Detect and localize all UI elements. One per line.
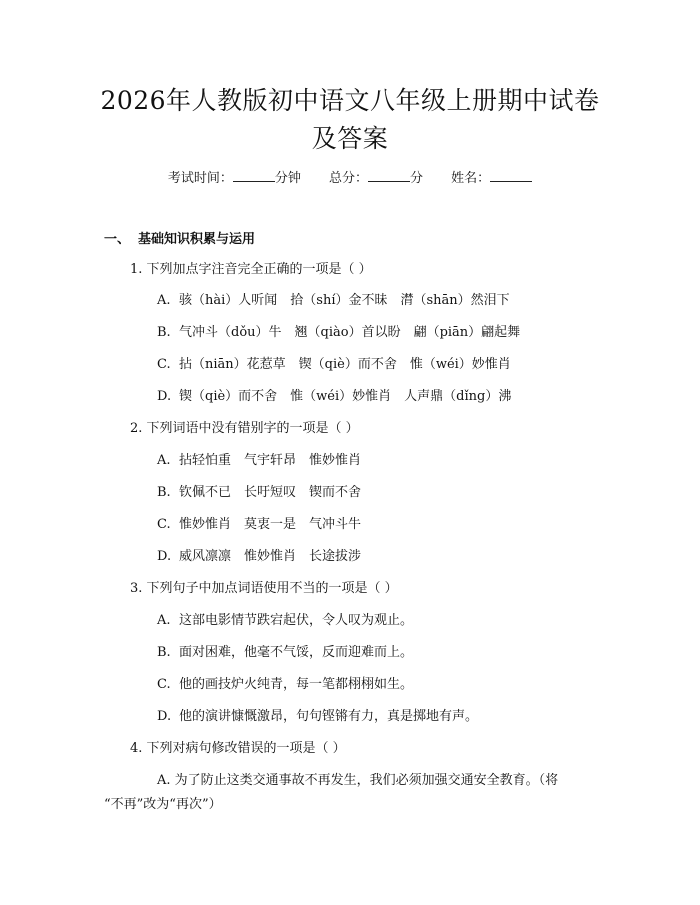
question-2-option-b: [157, 484, 361, 502]
option-letter: C.: [157, 517, 171, 532]
option-letter: A.: [157, 613, 171, 628]
question-3-option-a: [157, 612, 413, 630]
question-4-option-a-line1: A. 为了防止这类交通事故不再发生，我们必须加强交通安全教育。（将: [157, 773, 559, 788]
option-letter: D.: [157, 389, 172, 404]
student-name-field: [451, 168, 532, 188]
question-2-option-a: [157, 452, 361, 470]
exam-time-blank: [233, 168, 275, 182]
question-4-stem: 4. 下列对病句修改错误的一项是（ ）: [130, 741, 346, 756]
option-text: 他的演讲慷慨激昂，句句铿锵有力，真是掷地有声。: [179, 709, 479, 724]
total-score-field: [329, 168, 423, 188]
page-title-line2: 及答案: [311, 124, 389, 153]
option-text: 他的画技炉火纯青，每一笔都栩栩如生。: [179, 677, 414, 692]
option-letter: D.: [157, 709, 172, 724]
option-text: 骇（hài）人听闻 拾（shí）金不昧 潸（shān）然泪下: [179, 293, 510, 308]
section-heading: [104, 231, 255, 249]
total-score-label: 总分：: [328, 171, 368, 186]
option-text: 拈（niān）花惹草 锲（qiè）而不舍 惟（wéi）妙惟肖: [179, 357, 511, 372]
exam-info-row: [0, 168, 700, 188]
option-letter: D.: [157, 549, 172, 564]
option-letter: B.: [157, 485, 171, 500]
option-text: 拈轻怕重 气宇轩昂 惟妙惟肖: [179, 453, 362, 468]
option-letter: C.: [157, 677, 171, 692]
question-2-option-d: [157, 548, 361, 566]
question-1-option-a: [157, 292, 510, 310]
option-letter: C.: [157, 357, 171, 372]
option-text: 这部电影情节跌宕起伏，令人叹为观止。: [179, 613, 414, 628]
question-2-option-c: [157, 516, 361, 534]
question-4-option-a-line2: “不再”改为“再次”）: [104, 797, 222, 812]
question-2-stem: 2. 下列词语中没有错别字的一项是（ ）: [130, 421, 359, 436]
option-letter: B.: [157, 645, 171, 660]
section-number: 一、: [104, 232, 131, 247]
option-text: 惟妙惟肖 莫衷一是 气冲斗牛: [179, 517, 362, 532]
question-1-option-c: [157, 356, 511, 374]
total-score-blank: [368, 168, 410, 182]
question-3-stem: 3. 下列句子中加点词语使用不当的一项是（ ）: [130, 581, 398, 596]
question-1-stem: 1. 下列加点字注音完全正确的一项是（ ）: [130, 262, 372, 277]
question-1-option-b: [157, 324, 520, 342]
question-3-option-d: [157, 708, 478, 726]
option-text: 面对困难，他毫不气馁，反而迎难而上。: [179, 645, 414, 660]
option-text: 气冲斗（dǒu）牛 翘（qiào）首以盼 翩（piān）翩起舞: [179, 325, 521, 340]
option-text: 威风凛凛 惟妙惟肖 长途拔涉: [179, 549, 362, 564]
option-letter: B.: [157, 325, 171, 340]
student-name-blank: [490, 168, 532, 182]
total-score-unit: 分: [410, 171, 424, 186]
question-3-option-c: [157, 676, 413, 694]
question-1-option-d: [157, 388, 511, 406]
section-title: 基础知识积累与运用: [138, 232, 256, 247]
exam-time-label: 考试时间：: [167, 171, 233, 186]
option-letter: A.: [157, 293, 171, 308]
exam-time-field: [168, 168, 301, 188]
option-text: 锲（qiè）而不舍 惟（wéi）妙惟肖 人声鼎（dǐng）沸: [179, 389, 512, 404]
page-title-line1: 2026年人教版初中语文八年级上册期中试卷: [100, 86, 600, 115]
option-letter: A.: [157, 453, 171, 468]
option-text: 钦佩不已 长吁短叹 锲而不舍: [179, 485, 362, 500]
exam-time-unit: 分钟: [274, 171, 301, 186]
question-3-option-b: [157, 644, 413, 662]
student-name-label: 姓名：: [451, 171, 491, 186]
